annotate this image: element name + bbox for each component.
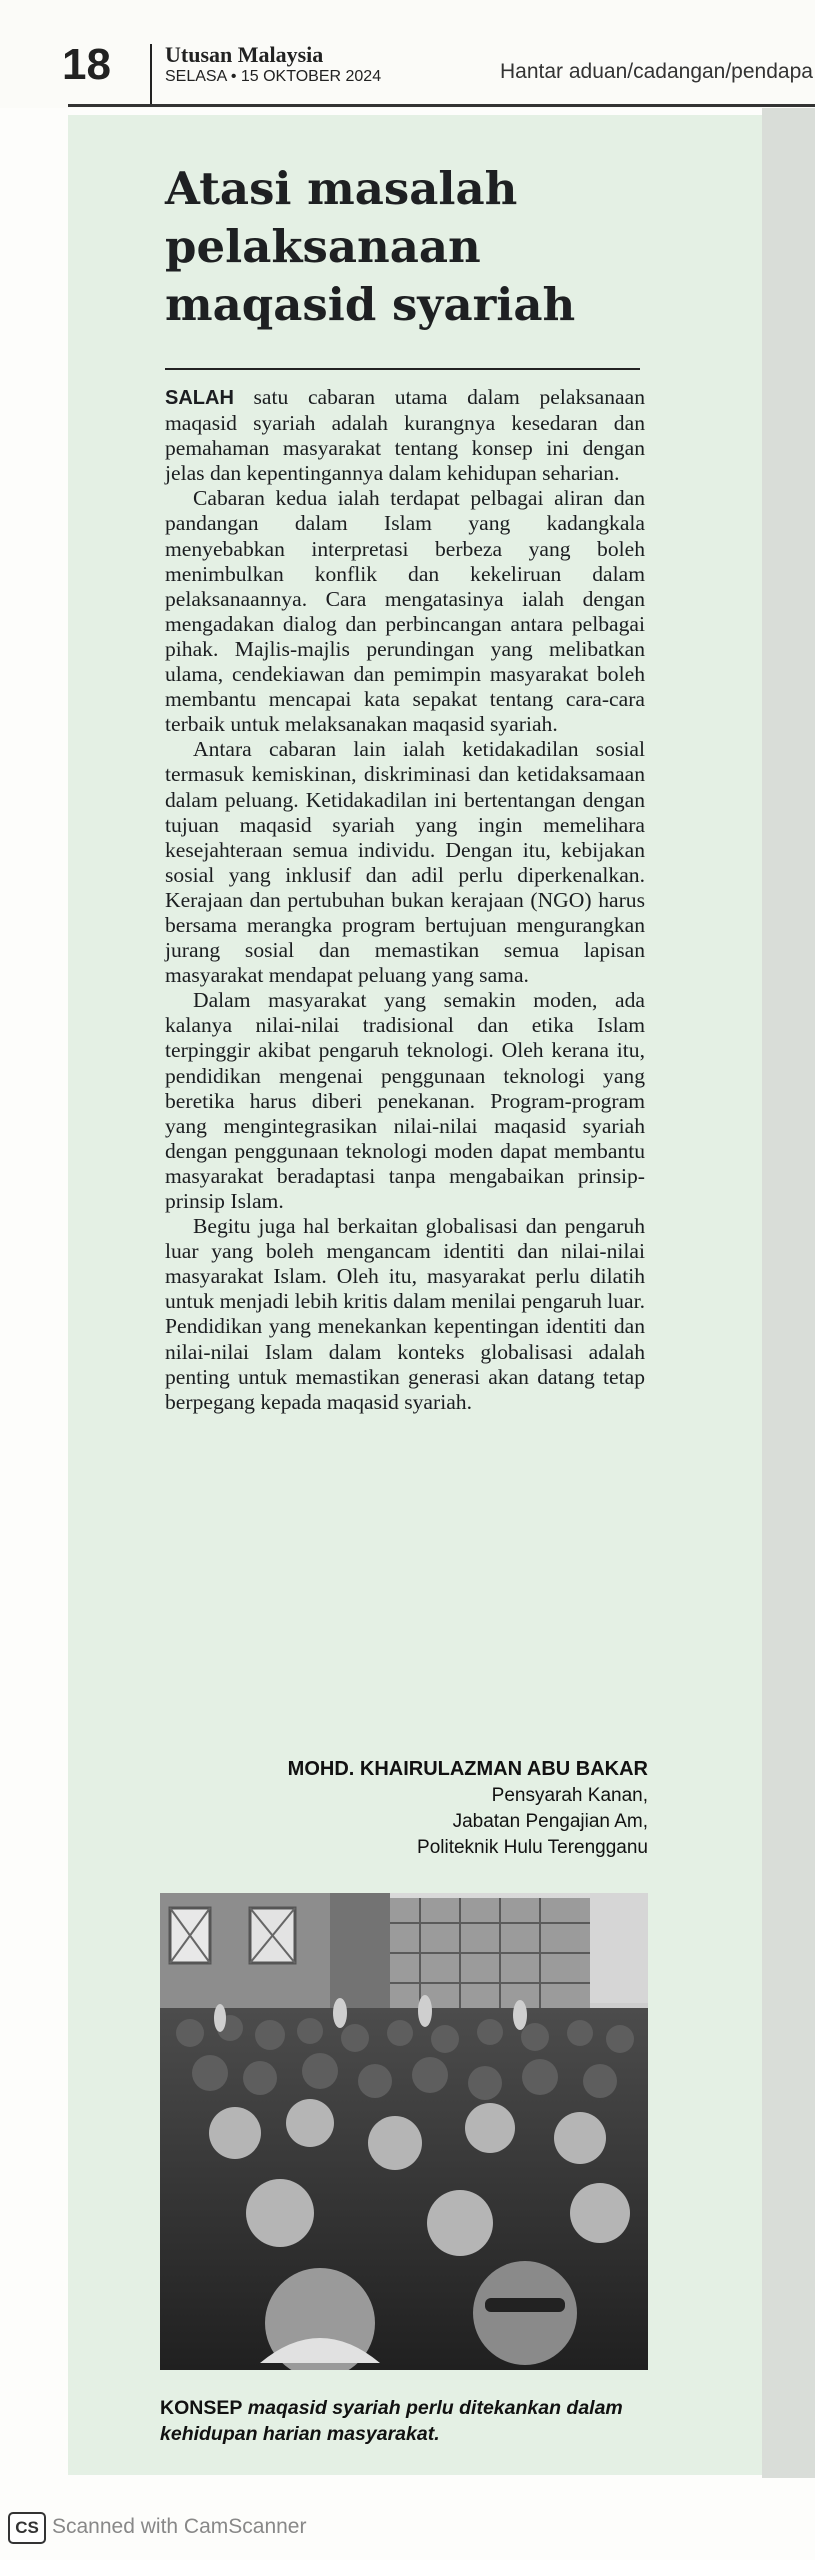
title-line: maqasid syariah: [165, 278, 576, 331]
crowd-photo-illustration: [160, 1893, 648, 2370]
title-line: pelaksanaan: [165, 220, 481, 273]
adjacent-page-strip: [762, 108, 815, 2478]
article-paragraph: Antara cabaran lain ialah ketidakadilan sosial termasuk kemiskinan, diskriminasi dan ketidaksamaan dalam peluang. Ketidakadilan ini bertentangan dengan tujuan maqasid syariah yang ingin memelihara kesejahteraan semua individu. Dengan itu, kebijakan sosial yang inklusif dan adil perlu diperkenalkan. Kerajaan dan pertubuhan bukan kerajaan (NGO) harus bersama merangka program bertujuan mengurangkan jurang sosial dan memastikan semua lapisan masyarakat mendapat peluang yang sama.: [165, 737, 645, 988]
author-institution: Politeknik Hulu Terengganu: [417, 1837, 648, 1858]
header-note: Hantar aduan/cadangan/pendapa: [500, 60, 813, 83]
page-number: 18: [62, 40, 111, 89]
publication-name: Utusan Malaysia: [165, 42, 324, 67]
article-body: [165, 385, 645, 1415]
title-rule: [165, 368, 640, 370]
article-paragraph: Begitu juga hal berkaitan globalisasi dan pengaruh luar yang boleh mengancam identiti dan nilai-nilai masyarakat Islam. Oleh itu, masyarakat perlu dilatih untuk menjadi lebih kritis dalam menilai pengaruh luar. Pendidikan yang menekankan kepentingan identiti dan nilai-nilai Islam dalam konteks globalisasi adalah penting untuk memastikan generasi akan datang tetap berpegang kepada maqasid syariah.: [165, 1214, 645, 1414]
photo-caption: [160, 2395, 660, 2447]
camscanner-logo-icon: CS: [8, 2512, 46, 2544]
article-paragraph: [165, 385, 645, 486]
paragraph-text: satu cabaran utama dalam pelaksanaan maqasid syariah adalah kurangnya kesedaran dan pemahaman masyarakat tentang konsep ini dengan jelas dan kepentingannya dalam kehidupan seharian.: [165, 385, 645, 486]
scanner-watermark-text: Scanned with CamScanner: [52, 2515, 307, 2538]
author-role: Pensyarah Kanan,: [491, 1785, 648, 1806]
page-header: [0, 0, 815, 108]
author-department: Jabatan Pengajian Am,: [452, 1811, 648, 1832]
header-divider: [150, 44, 152, 104]
crowd-photo: [160, 1893, 648, 2370]
article-title: [165, 160, 665, 334]
header-rule: [68, 104, 815, 107]
article-paragraph: Dalam masyarakat yang semakin moden, ada kalanya nilai-nilai tradisional dan etika Islam terpinggir akibat pengaruh teknologi. Oleh kerana itu, pendidikan mengenai penggunaan teknologi yang beretika harus diberi penekanan. Program-program yang mengintegrasikan nilai-nilai maqasid syariah dengan penggunaan teknologi moden dapat membantu masyarakat beradaptasi tanpa mengabaikan prinsip-prinsip Islam.: [165, 988, 645, 1213]
title-line: Atasi masalah: [165, 162, 518, 215]
article-paragraph: Cabaran kedua ialah terdapat pelbagai aliran dan pandangan dalam Islam yang kadangkala menyebabkan interpretasi berbeza yang boleh menimbulkan konflik dan kekeliruan dalam pelaksanaannya. Cara mengatasinya ialah dengan mengadakan dialog dan perbincangan antara pelbagai pihak. Majlis-majlis perundingan yang melibatkan ulama, cendekiawan dan pemimpin masyarakat boleh membantu mencapai kata sepakat tentang cara-cara terbaik untuk melaksanakan maqasid syariah.: [165, 486, 645, 737]
lead-word: SALAH: [165, 387, 234, 409]
author-name: MOHD. KHAIRULAZMAN ABU BAKAR: [287, 1758, 648, 1780]
caption-text: maqasid syariah perlu ditekankan dalam kehidupan harian masyarakat.: [160, 2397, 623, 2445]
caption-lead: KONSEP: [160, 2397, 243, 2419]
publication-date: SELASA • 15 OKTOBER 2024: [165, 68, 382, 85]
author-block: [250, 1755, 648, 1861]
